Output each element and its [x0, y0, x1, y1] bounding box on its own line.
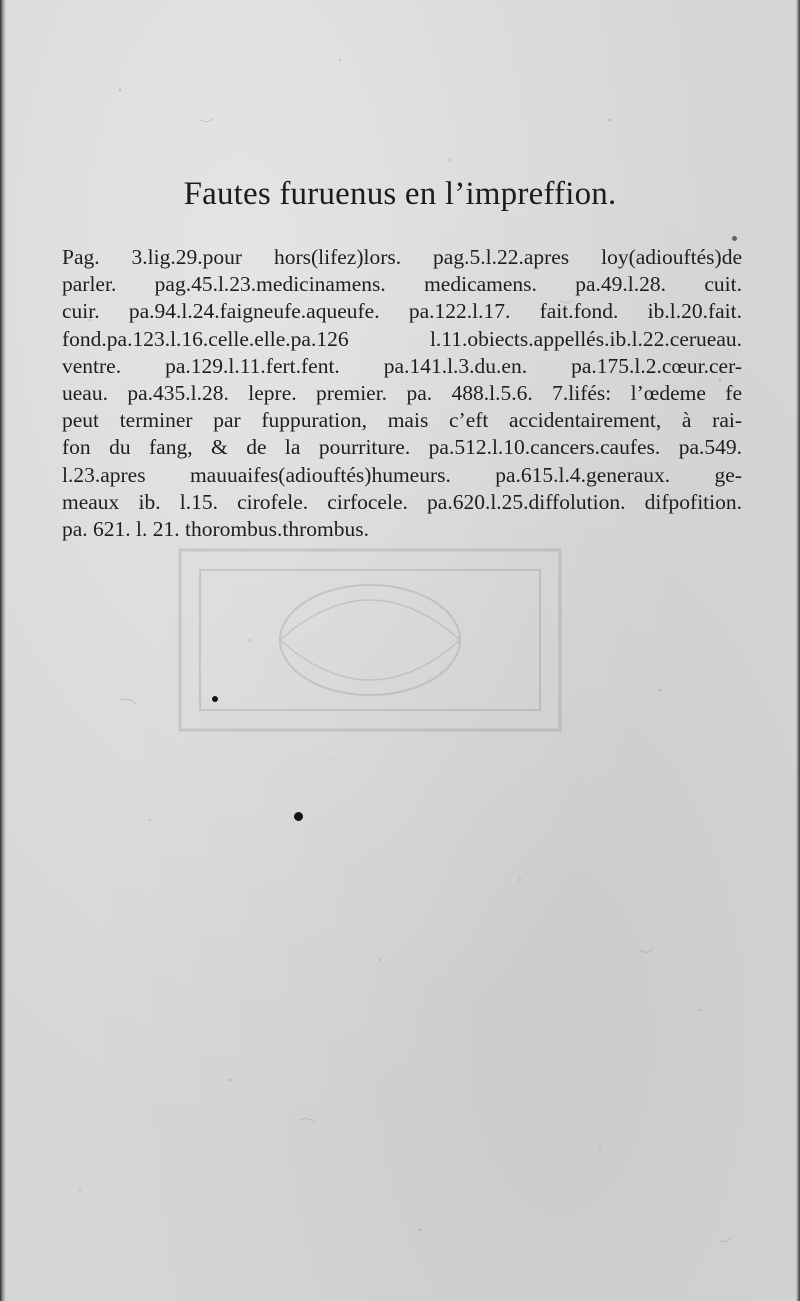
errata-line: meaux ib. l.15. cirofele. cirfocele. pa.620.l.25.diffolution. difpofition. — [62, 489, 742, 514]
errata-line: Pag. 3.lig.29.pour hors(lifez)lors. pag.5.l.22.apres loy(adiouftés)de — [62, 245, 742, 269]
errata-line: parler. pag.45.l.23.medicinamens. medicamens. pa.49.l.28. cuit. — [62, 272, 742, 297]
ink-spot — [294, 812, 303, 821]
errata-list — [62, 244, 742, 543]
ink-spot — [212, 696, 218, 702]
errata-line: ventre. pa.129.l.11.fert.fent. pa.141.l.3.du.en. pa.175.l.2.cœur.cer- — [62, 353, 742, 378]
errata-line: l.23.apres mauuaifes(adiouftés)humeurs. pa.615.l.4.generaux. ge- — [62, 462, 742, 487]
errata-line: peut terminer par fuppuration, mais c’eft accidentairement, à rai- — [62, 408, 742, 433]
errata-line: pa. 621. l. 21. thorombus.thrombus. — [62, 516, 369, 541]
errata-line: ueau. pa.435.l.28. lepre. premier. pa. 488.l.5.6. 7.lifés: l’œdeme fe — [62, 380, 742, 405]
errata-line: fond.pa.123.l.16.celle.elle.pa.126 l.11.obiects.appellés.ib.l.22.cerueau. — [62, 326, 742, 351]
show-through-ornament — [170, 540, 570, 740]
errata-line: fon du fang, & de la pourriture. pa.512.l.10.cancers.caufes. pa.549. — [62, 435, 742, 460]
ink-spot — [732, 236, 737, 241]
errata-line: cuir. pa.94.l.24.faigneufe.aqueufe. pa.122.l.17. fait.fond. ib.l.20.fait. — [62, 299, 742, 324]
page-title: Fautes furuenus en l’impreffion. — [183, 176, 617, 212]
